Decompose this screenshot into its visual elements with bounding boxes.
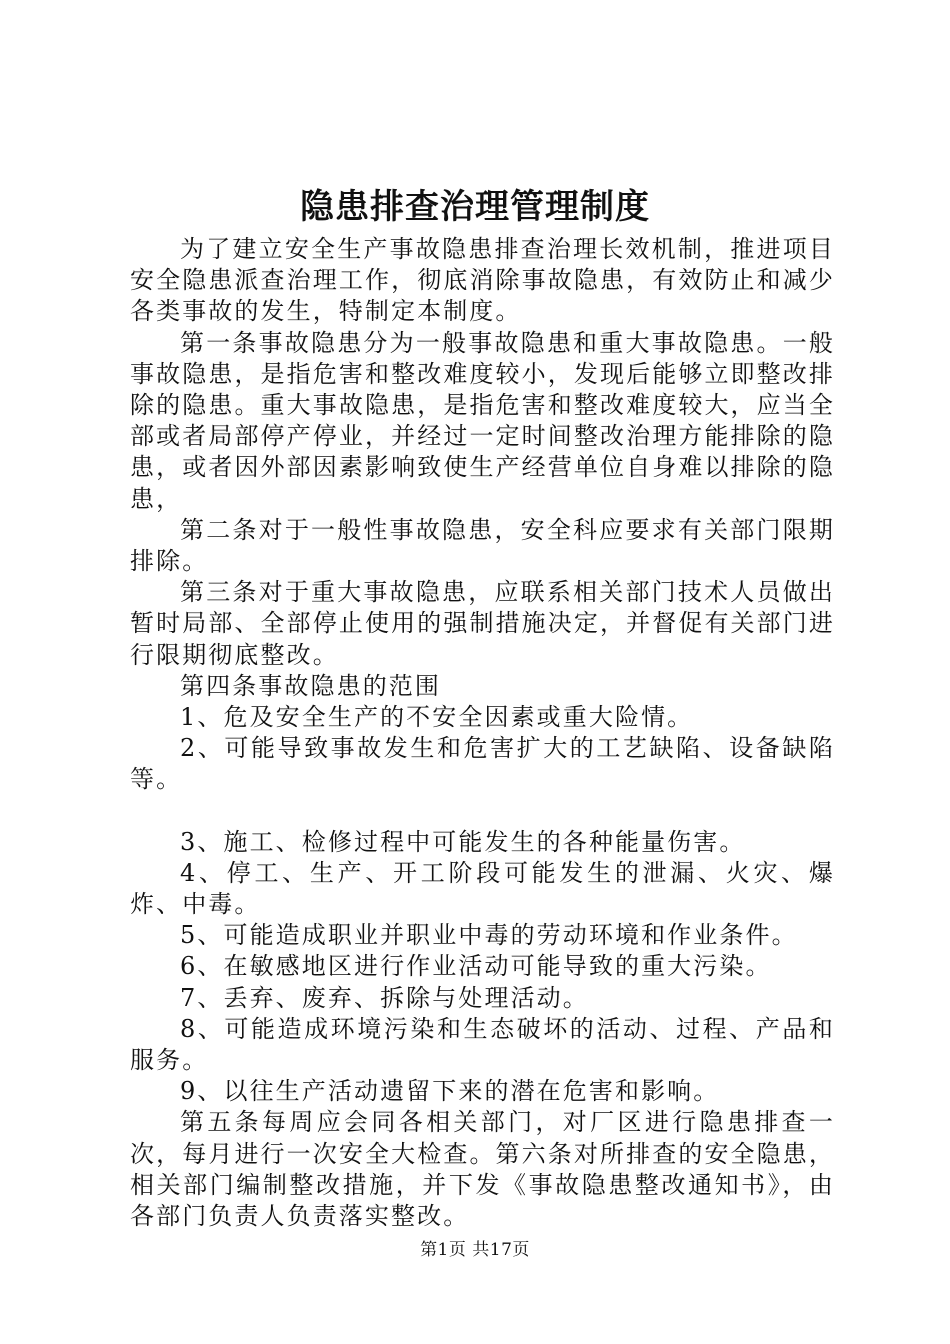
paragraph-article-5: 第五条每周应会同各相关部门，对厂区进行隐患排查一次，每月进行一次安全大检查。第六条对所排查的安全隐患，相关部门编制整改措施，并下发《事故隐患整改通知书》，由各部门负责人负责落实整改。 (130, 1108, 835, 1231)
list-item-5: 5、可能造成职业并职业中毒的劳动环境和作业条件。 (180, 921, 798, 950)
list-item-4: 4、停工、生产、开工阶段可能发生的泄漏、火灾、爆炸、中毒。 (130, 858, 835, 919)
paragraph-intro: 为了建立安全生产事故隐患排查治理长效机制，推进项目安全隐患派查治理工作，彻底消除事故隐患，有效防止和减少各类事故的发生，特制定本制度。 (130, 235, 835, 326)
list-item-6: 6、在敏感地区进行作业活动可能导致的重大污染。 (180, 952, 772, 981)
list-item-9: 9、以往生产活动遗留下来的潜在危害和影响。 (180, 1077, 720, 1106)
list-item-1: 1、危及安全生产的不安全因素或重大险情。 (180, 703, 694, 732)
paragraph-article-3: 第三条对于重大事故隐患，应联系相关部门技术人员做出暂时局部、全部停止使用的强制措施决定，并督促有关部门进行限期彻底整改。 (130, 578, 835, 669)
page-number-footer: 第1页 共17页 (420, 1240, 530, 1260)
list-item-7: 7、丢弃、废弃、拆除与处理活动。 (180, 983, 589, 1012)
paragraph-article-2: 第二条对于一般性事故隐患，安全科应要求有关部门限期排除。 (130, 515, 835, 576)
paragraph-article-4: 第四条事故隐患的范围 (180, 671, 441, 700)
paragraph-article-1: 第一条事故隐患分为一般事故隐患和重大事故隐患。一般事故隐患，是指危害和整改难度较小，发现后能够立即整改排除的隐患。重大事故隐患，是指危害和整改难度较大，应当全部或者局部停产停业，并经过一定时间整改治理方能排除的隐患，或者因外部因素影响致使生产经营单位自身难以排除的隐患， (130, 328, 835, 513)
list-item-8: 8、可能造成环境污染和生态破坏的活动、过程、产品和服务。 (130, 1014, 835, 1075)
document-body (130, 234, 835, 1232)
list-item-2: 2、可能导致事故发生和危害扩大的工艺缺陷、设备缺陷等。 (130, 734, 835, 794)
list-item-3: 3、施工、检修过程中可能发生的各种能量伤害。 (180, 827, 746, 856)
document-title: 隐患排查治理管理制度 (300, 187, 650, 227)
